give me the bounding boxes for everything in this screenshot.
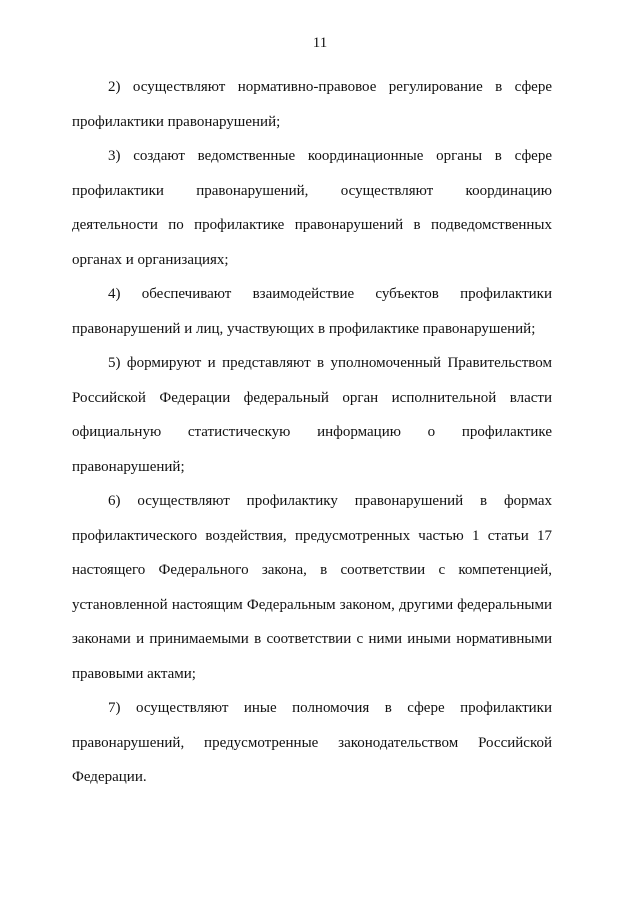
page-number: 11: [312, 35, 328, 51]
paragraph-item-2: 2) осуществляют нормативно-правовое регулирование в сфере профилактики правонарушений;: [72, 79, 552, 130]
paragraph-item-5: 5) формируют и представляют в уполномоченный Правительством Российской Федерации федеральный орган исполнительной власти официальную статистическую информацию о профилактике правонарушений;: [72, 355, 552, 475]
paragraph-item-4: 4) обеспечивают взаимодействие субъектов профилактики правонарушений и лиц, участвующих в профилактике правонарушений;: [72, 286, 552, 337]
paragraph-item-3: 3) создают ведомственные координационные органы в сфере профилактики правонарушений, осуществляют координацию деятельности по профилактике правонарушений в подведомственных органах и организациях;: [72, 148, 552, 268]
paragraph-item-6: 6) осуществляют профилактику правонарушений в формах профилактического воздействия, предусмотренных частью 1 статьи 17 настоящего Федерального закона, в соответствии с компетенцией, установленной настоящим Федеральным законом, другими федеральными законами и принимаемыми в соответствии с ними иными нормативными правовыми актами;: [72, 493, 552, 682]
document-body: [72, 70, 552, 795]
paragraph-item-7: 7) осуществляют иные полномочия в сфере профилактики правонарушений, предусмотренные законодательством Российской Федерации.: [72, 700, 552, 785]
